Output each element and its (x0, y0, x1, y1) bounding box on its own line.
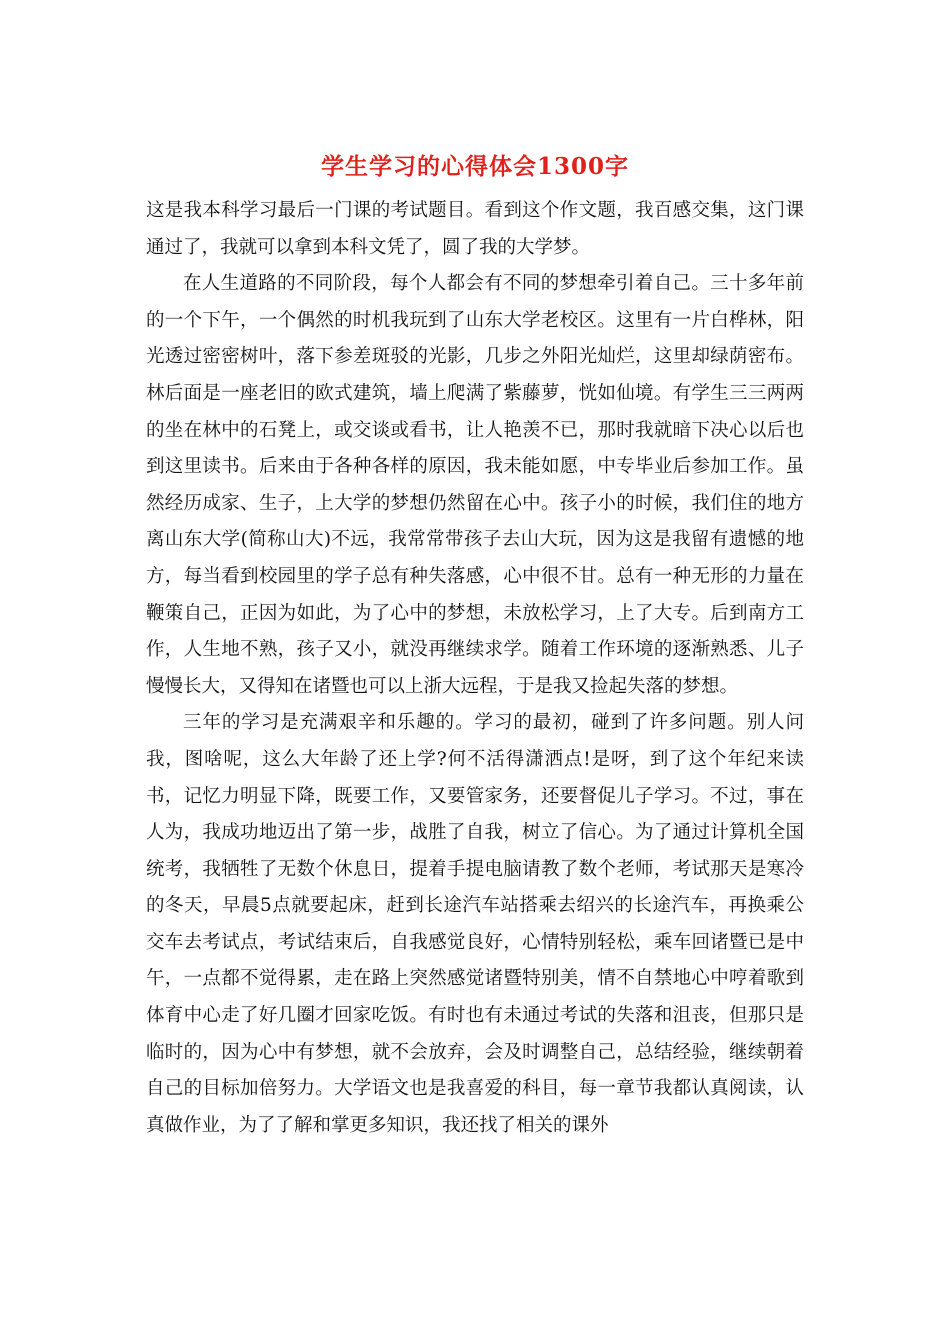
paragraph-intro: 这是我本科学习最后一门课的考试题目。看到这个作文题，我百感交集，这门课通过了，我就可以拿到本科文凭了，圆了我的大学梦。 (146, 200, 804, 258)
paragraph-dream: 在人生道路的不同阶段，每个人都会有不同的梦想牵引着自己。三十多年前的一个下午，一个偶然的时机我玩到了山东大学老校区。这里有一片白桦林，阳光透过密密树叶，落下参差斑驳的光影，几步之外阳光灿烂，这里却绿荫密布。林后面是一座老旧的欧式建筑，墙上爬满了紫藤萝，恍如仙境。有学生三三两两的坐在林中的石凳上，或交谈或看书，让人艳羡不已，那时我就暗下决心以后也到这里读书。后来由于各种各样的原因，我未能如愿，中专毕业后参加工作。虽然经历成家、生子，上大学的梦想仍然留在心中。孩子小的时候，我们住的地方离山东大学(简称山大)不远，我常常带孩子去山大玩，因为这是我留有遗憾的地方，每当看到校园里的学子总有种失落感，心中很不甘。总有一种无形的力量在鞭策自己，正因为如此，为了心中的梦想，未放松学习，上了大专。后到南方工作，人生地不熟，孩子又小，就没再继续求学。随着工作环境的逐渐熟悉、儿子慢慢长大，又得知在诸暨也可以上浙大远程，于是我又捡起失落的梦想。 (146, 273, 804, 697)
document-title: 学生学习的心得体会1300字 (320, 153, 629, 180)
document-body (146, 193, 804, 1144)
paragraph-study: 三年的学习是充满艰辛和乐趣的。学习的最初，碰到了许多问题。别人问我，图啥呢，这么大年龄了还上学?何不活得潇洒点!是呀，到了这个年纪来读书，记忆力明显下降，既要工作，又要管家务，还要督促儿子学习。不过，事在人为，我成功地迈出了第一步，战胜了自我，树立了信心。为了通过计算机全国统考，我牺牲了无数个休息日，提着手提电脑请教了数个老师，考试那天是寒冷的冬天，早晨5点就要起床，赶到长途汽车站搭乘去绍兴的长途汽车，再换乘公交车去考试点，考试结束后，自我感觉良好，心情特别轻松，乘车回诸暨已是中午，一点都不觉得累，走在路上突然感觉诸暨特别美，情不自禁地心中哼着歌到体育中心走了好几圈才回家吃饭。有时也有未通过考试的失落和沮丧，但那只是临时的，因为心中有梦想，就不会放弃，会及时调整自己，总结经验，继续朝着自己的目标加倍努力。大学语文也是我喜爱的科目，每一章节我都认真阅读，认真做作业，为了了解和掌更多知识，我还找了相关的课外 (146, 712, 804, 1136)
